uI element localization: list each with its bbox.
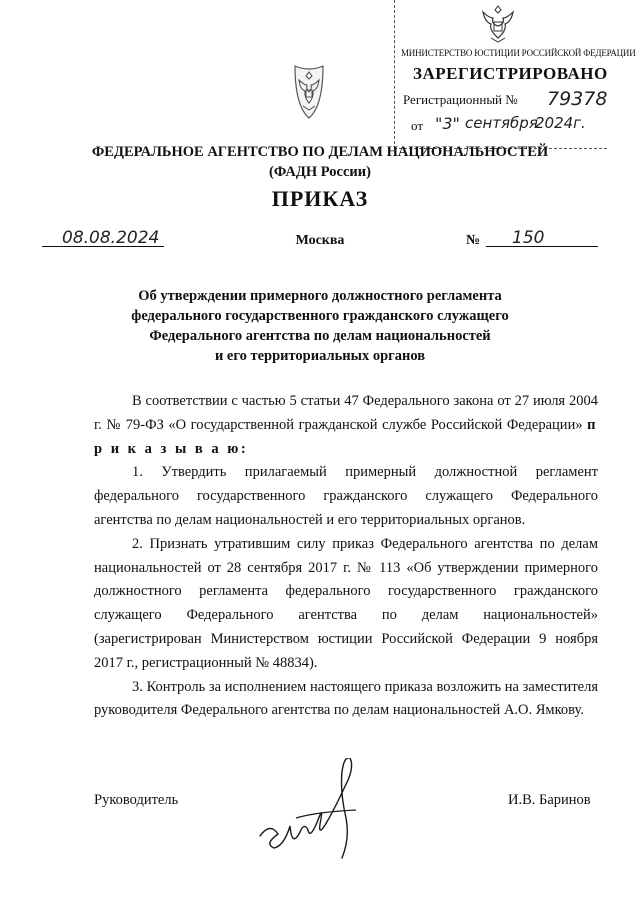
order-item-2: 2. Признать утратившим силу приказ Федерального агентства по делам национальностей от 28 сентября 2017 г. № 113 «Об утверждении примерного должностного регламента федерального государственного гражданского служащего Федерального агентства по делам национальностей» (зарегистрирован Министерством юстиции Российской Федерации 9 ноября 2017 г., регистрационный № 48834).: [94, 535, 598, 671]
stamp-registered-label: ЗАРЕГИСТРИРОВАНО: [413, 64, 608, 83]
agency-short-name: (ФАДН России): [269, 164, 371, 180]
registration-stamp: [394, 0, 636, 149]
stamp-ministry-name: МИНИСТЕРСТВО ЮСТИЦИИ РОССИЙСКОЙ ФЕДЕРАЦИИ: [401, 48, 636, 58]
city: Москва: [295, 233, 345, 248]
order-number: 150: [512, 228, 545, 248]
stamp-reg-number: 79378: [547, 88, 608, 110]
preamble-text: В соответствии с частью 5 статьи 47 Федерального закона от 27 июля 2004 г. № 79-ФЗ «О государственной гражданской службе Российской Федерации»: [94, 393, 598, 433]
order-title: [60, 286, 580, 366]
stamp-date-year: 2024г.: [535, 114, 586, 132]
stamp-date-prefix: от: [411, 118, 424, 133]
title-line: Федерального агентства по делам национальностей: [149, 328, 491, 344]
signer-name: И.В. Баринов: [508, 792, 591, 808]
document-type: ПРИКАЗ: [271, 186, 369, 211]
double-headed-eagle-icon: [479, 2, 517, 44]
agency-header: [40, 142, 600, 182]
title-line: Об утверждении примерного должностного регламента: [138, 288, 502, 304]
order-item-1: 1. Утвердить прилагаемый примерный должностной регламент федерального государственного гражданского служащего Федерального агентства по делам национальностей и его территориальных органов.: [94, 464, 598, 528]
stamp-reg-number-label: Регистрационный №: [403, 92, 518, 107]
preamble-paragraph: [94, 390, 598, 461]
order-item-3: 3. Контроль за исполнением настоящего приказа возложить на заместителя руководителя Федерального агентства по делам национальностей А.О. Ямкову.: [94, 678, 598, 719]
agency-name: ФЕДЕРАЛЬНОЕ АГЕНТСТВО ПО ДЕЛАМ НАЦИОНАЛЬНОСТЕЙ: [91, 144, 549, 160]
title-line: федерального государственного гражданского служащего: [131, 308, 509, 324]
number-underline: [486, 246, 598, 247]
stamp-date-day: "3": [435, 114, 460, 133]
coat-of-arms-icon: [285, 60, 333, 124]
order-body: [94, 390, 598, 723]
handwritten-signature: [252, 758, 392, 868]
prikazyvayu-word: п р и к а з ы в а ю:: [94, 416, 599, 457]
signer-role: Руководитель: [94, 792, 179, 808]
stamp-date-month: сентября: [465, 114, 538, 132]
order-date: 08.08.2024: [62, 228, 160, 248]
title-line: и его территориальных органов: [214, 348, 426, 364]
date-underline: [42, 246, 164, 247]
number-sign: №: [466, 233, 481, 248]
